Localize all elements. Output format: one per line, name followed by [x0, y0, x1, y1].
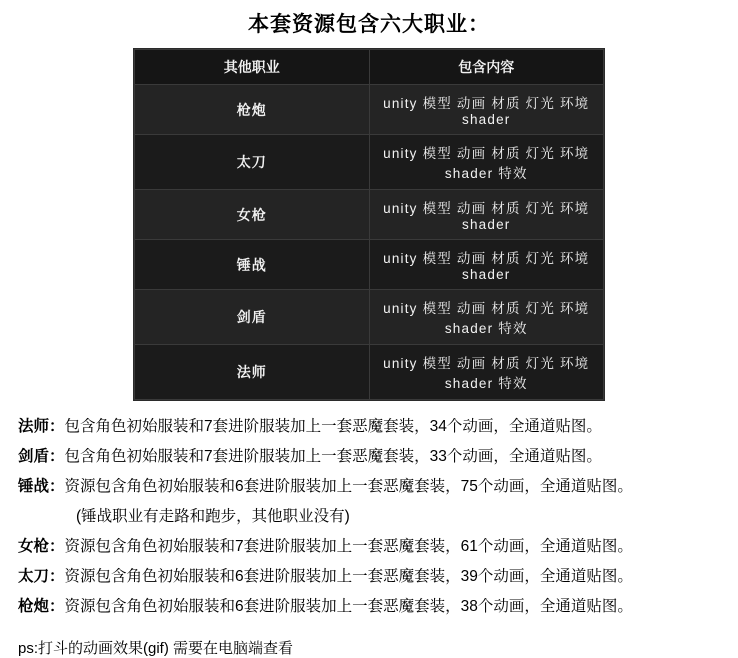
profession-table-container	[133, 48, 605, 401]
table-header-profession: 其他职业	[135, 50, 370, 85]
table-row	[135, 345, 604, 400]
note-text: 包含角色初始服装和7套进阶服装加上一套恶魔套装，33个动画，全通道贴图。	[64, 448, 602, 466]
table-header	[135, 50, 604, 85]
table-header-content: 包含内容	[369, 50, 604, 85]
table-header-row	[135, 50, 604, 85]
table-row	[135, 240, 604, 290]
profession-table	[134, 49, 604, 400]
footer-note: ps:打斗的动画效果(gif) 需要在电脑端查看	[18, 640, 294, 658]
note-text: 资源包含角色初始服装和6套进阶服装加上一套恶魔套装，39个动画，全通道贴图。	[64, 568, 633, 586]
row-profession-name: 法师	[135, 345, 370, 400]
note-text: 资源包含角色初始服装和6套进阶服装加上一套恶魔套装，38个动画，全通道贴图。	[64, 598, 633, 616]
row-profession-content: unity 模型 动画 材质 灯光 环境 shader 特效	[369, 345, 604, 400]
table-row	[135, 290, 604, 345]
row-profession-name: 太刀	[135, 135, 370, 190]
row-profession-name: 女枪	[135, 190, 370, 240]
note-label: 剑盾：	[18, 448, 65, 466]
table-row	[135, 190, 604, 240]
row-profession-content: unity 模型 动画 材质 灯光 环境 shader 特效	[369, 135, 604, 190]
row-profession-content: unity 模型 动画 材质 灯光 环境 shader	[369, 240, 604, 290]
row-profession-name: 锤战	[135, 240, 370, 290]
row-profession-name: 剑盾	[135, 290, 370, 345]
note-subtext: (锤战职业有走路和跑步，其他职业没有)	[76, 508, 350, 526]
table-body	[135, 85, 604, 400]
note-label: 枪炮：	[18, 598, 65, 616]
notes-section	[18, 415, 738, 619]
note-label: 太刀：	[18, 568, 65, 586]
note-item	[18, 565, 738, 589]
note-text: 资源包含角色初始服装和7套进阶服装加上一套恶魔套装，61个动画，全通道贴图。	[64, 538, 633, 556]
note-text: 资源包含角色初始服装和6套进阶服装加上一套恶魔套装，75个动画，全通道贴图。	[64, 478, 633, 496]
note-item	[18, 535, 738, 559]
note-label: 法师：	[18, 418, 65, 435]
note-item	[18, 595, 738, 619]
table-row	[135, 135, 604, 190]
row-profession-name: 枪炮	[135, 85, 370, 135]
table-row	[135, 85, 604, 135]
note-label: 锤战：	[18, 478, 65, 496]
note-item	[18, 475, 738, 499]
row-profession-content: unity 模型 动画 材质 灯光 环境 shader	[369, 190, 604, 240]
note-item	[18, 445, 738, 469]
note-text: 包含角色初始服装和7套进阶服装加上一套恶魔套装，34个动画，全通道贴图。	[64, 418, 602, 435]
page-title: 本套资源包含六大职业：	[248, 13, 490, 36]
note-item	[18, 415, 738, 439]
note-label: 女枪：	[18, 538, 65, 556]
row-profession-content: unity 模型 动画 材质 灯光 环境 shader	[369, 85, 604, 135]
row-profession-content: unity 模型 动画 材质 灯光 环境 shader 特效	[369, 290, 604, 345]
